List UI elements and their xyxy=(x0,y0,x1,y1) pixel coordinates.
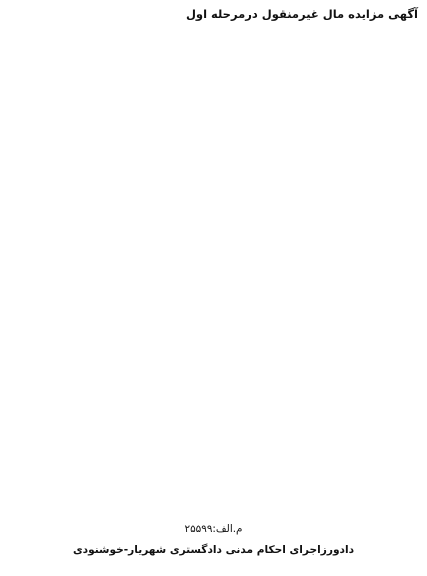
signature-line: دادورزاجرای احکام مدنی دادگستری شهریار-خوشنودی xyxy=(72,544,355,556)
notice-paragraph xyxy=(9,24,418,389)
reference-number: م.الف:۲۵۵۹۹ xyxy=(184,523,243,535)
notice-paragraph xyxy=(9,392,418,493)
notice-title: آگهی مزایده مال غیرمنقول درمرحله اول xyxy=(185,7,418,21)
